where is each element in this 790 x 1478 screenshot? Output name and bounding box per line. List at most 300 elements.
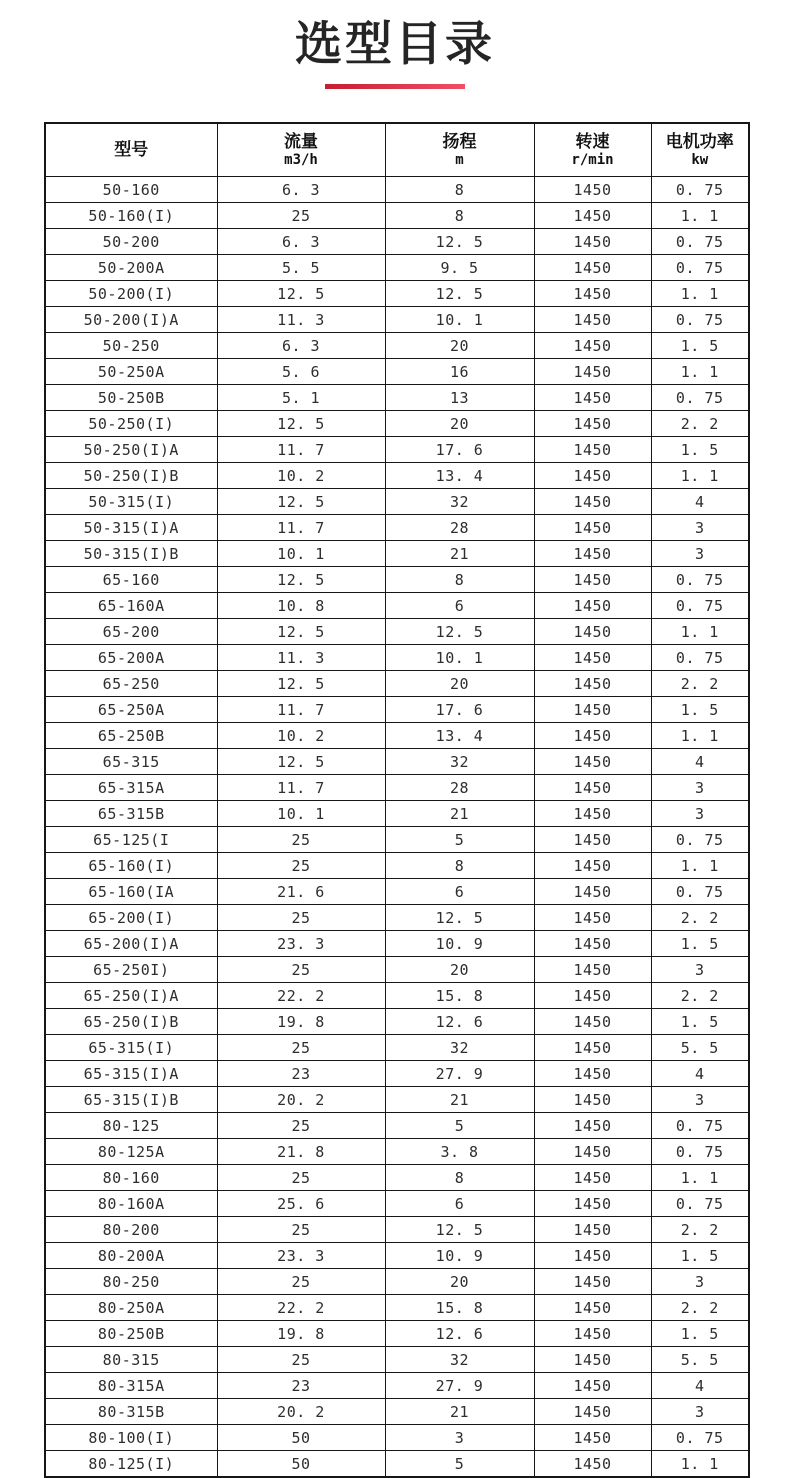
cell-flow: 25 [217,1165,385,1191]
cell-power: 1. 5 [651,1321,749,1347]
cell-flow: 19. 8 [217,1009,385,1035]
cell-power: 1. 1 [651,723,749,749]
cell-model: 50-200(I)A [45,307,217,333]
cell-speed: 1450 [534,931,651,957]
cell-power: 2. 2 [651,905,749,931]
cell-flow: 10. 8 [217,593,385,619]
cell-power: 4 [651,489,749,515]
cell-power: 2. 2 [651,411,749,437]
table-row [45,931,749,957]
cell-model: 65-160 [45,567,217,593]
table-row [45,619,749,645]
cell-head: 9. 5 [385,255,534,281]
cell-model: 50-250 [45,333,217,359]
cell-model: 80-125(I) [45,1451,217,1478]
cell-speed: 1450 [534,801,651,827]
cell-flow: 6. 3 [217,229,385,255]
cell-speed: 1450 [534,1061,651,1087]
cell-power: 3 [651,541,749,567]
cell-power: 5. 5 [651,1035,749,1061]
table-row [45,541,749,567]
cell-flow: 23 [217,1061,385,1087]
cell-head: 12. 5 [385,905,534,931]
cell-head: 3. 8 [385,1139,534,1165]
cell-power: 0. 75 [651,1139,749,1165]
table-row [45,1269,749,1295]
cell-speed: 1450 [534,567,651,593]
table-row [45,1295,749,1321]
cell-power: 1. 1 [651,281,749,307]
cell-flow: 25 [217,853,385,879]
cell-power: 0. 75 [651,1425,749,1451]
cell-power: 0. 75 [651,567,749,593]
table-row [45,1425,749,1451]
cell-model: 65-200 [45,619,217,645]
cell-model: 65-315 [45,749,217,775]
cell-power: 3 [651,515,749,541]
cell-model: 65-315(I) [45,1035,217,1061]
cell-model: 50-200 [45,229,217,255]
cell-flow: 11. 3 [217,645,385,671]
table-row [45,489,749,515]
cell-power: 2. 2 [651,983,749,1009]
cell-speed: 1450 [534,1425,651,1451]
header-head-label: 扬程 [442,131,477,151]
header-speed-label: 转速 [575,131,610,151]
cell-flow: 25 [217,957,385,983]
cell-flow: 25 [217,1269,385,1295]
table-row [45,1139,749,1165]
cell-flow: 19. 8 [217,1321,385,1347]
cell-speed: 1450 [534,307,651,333]
cell-model: 50-315(I)B [45,541,217,567]
cell-power: 4 [651,749,749,775]
cell-power: 1. 5 [651,1009,749,1035]
cell-head: 27. 9 [385,1061,534,1087]
cell-flow: 22. 2 [217,1295,385,1321]
cell-power: 5. 5 [651,1347,749,1373]
table-row [45,1373,749,1399]
table-row [45,645,749,671]
cell-speed: 1450 [534,723,651,749]
cell-head: 15. 8 [385,983,534,1009]
cell-model: 50-160 [45,177,217,203]
cell-model: 65-160(I) [45,853,217,879]
cell-head: 6 [385,593,534,619]
cell-speed: 1450 [534,1373,651,1399]
cell-head: 5 [385,1451,534,1478]
cell-flow: 5. 5 [217,255,385,281]
cell-head: 16 [385,359,534,385]
cell-head: 8 [385,177,534,203]
cell-flow: 23 [217,1373,385,1399]
table-row [45,177,749,203]
cell-speed: 1450 [534,983,651,1009]
table-row [45,229,749,255]
cell-flow: 12. 5 [217,411,385,437]
cell-power: 0. 75 [651,1113,749,1139]
cell-head: 13. 4 [385,723,534,749]
cell-model: 80-315B [45,1399,217,1425]
title-section [0,0,790,89]
cell-speed: 1450 [534,1269,651,1295]
table-row [45,1035,749,1061]
cell-flow: 50 [217,1451,385,1478]
cell-model: 65-160A [45,593,217,619]
cell-head: 12. 5 [385,1217,534,1243]
cell-speed: 1450 [534,1295,651,1321]
table-row [45,385,749,411]
cell-speed: 1450 [534,957,651,983]
cell-power: 0. 75 [651,645,749,671]
cell-power: 3 [651,1399,749,1425]
cell-model: 65-200A [45,645,217,671]
cell-model: 80-250 [45,1269,217,1295]
cell-power: 2. 2 [651,1217,749,1243]
selection-catalog-table [44,122,750,1478]
cell-model: 65-315(I)B [45,1087,217,1113]
cell-speed: 1450 [534,463,651,489]
cell-model: 65-250 [45,671,217,697]
cell-flow: 25 [217,905,385,931]
cell-model: 80-315A [45,1373,217,1399]
cell-head: 6 [385,879,534,905]
cell-head: 8 [385,203,534,229]
cell-flow: 12. 5 [217,567,385,593]
cell-flow: 23. 3 [217,931,385,957]
cell-speed: 1450 [534,229,651,255]
cell-model: 65-250(I)B [45,1009,217,1035]
cell-head: 17. 6 [385,437,534,463]
table-row [45,1321,749,1347]
cell-model: 65-315B [45,801,217,827]
cell-speed: 1450 [534,333,651,359]
cell-speed: 1450 [534,1113,651,1139]
table-row [45,593,749,619]
cell-speed: 1450 [534,411,651,437]
cell-flow: 21. 6 [217,879,385,905]
table-body [45,177,749,1478]
cell-flow: 25. 6 [217,1191,385,1217]
cell-head: 15. 8 [385,1295,534,1321]
cell-power: 4 [651,1061,749,1087]
cell-model: 80-125A [45,1139,217,1165]
cell-speed: 1450 [534,1191,651,1217]
cell-head: 20 [385,1269,534,1295]
table-row [45,1217,749,1243]
cell-speed: 1450 [534,775,651,801]
table-row [45,957,749,983]
cell-speed: 1450 [534,1347,651,1373]
cell-head: 13. 4 [385,463,534,489]
cell-head: 8 [385,1165,534,1191]
cell-speed: 1450 [534,1217,651,1243]
cell-power: 1. 1 [651,853,749,879]
cell-head: 5 [385,827,534,853]
cell-flow: 25 [217,1217,385,1243]
table-row [45,515,749,541]
cell-speed: 1450 [534,1399,651,1425]
cell-speed: 1450 [534,697,651,723]
cell-power: 3 [651,775,749,801]
cell-power: 1. 5 [651,697,749,723]
cell-model: 50-250(I)A [45,437,217,463]
cell-power: 1. 1 [651,203,749,229]
cell-power: 0. 75 [651,229,749,255]
cell-power: 3 [651,1087,749,1113]
cell-model: 80-250B [45,1321,217,1347]
cell-flow: 20. 2 [217,1399,385,1425]
table-row [45,801,749,827]
cell-head: 17. 6 [385,697,534,723]
cell-power: 1. 1 [651,463,749,489]
cell-power: 0. 75 [651,827,749,853]
cell-flow: 5. 6 [217,359,385,385]
cell-model: 65-315A [45,775,217,801]
table-row [45,1087,749,1113]
table-row [45,749,749,775]
cell-speed: 1450 [534,1009,651,1035]
table-row [45,723,749,749]
cell-head: 10. 1 [385,307,534,333]
cell-head: 8 [385,853,534,879]
cell-speed: 1450 [534,671,651,697]
table-row [45,1113,749,1139]
cell-head: 8 [385,567,534,593]
cell-speed: 1450 [534,281,651,307]
cell-flow: 25 [217,827,385,853]
table-row [45,1009,749,1035]
cell-flow: 25 [217,1347,385,1373]
table-row [45,879,749,905]
cell-power: 1. 1 [651,1451,749,1478]
cell-model: 50-315(I) [45,489,217,515]
cell-head: 32 [385,489,534,515]
cell-power: 0. 75 [651,385,749,411]
table-row [45,1451,749,1478]
cell-model: 65-250(I)A [45,983,217,1009]
cell-flow: 6. 3 [217,177,385,203]
cell-speed: 1450 [534,359,651,385]
table-row [45,567,749,593]
cell-model: 50-250(I) [45,411,217,437]
cell-flow: 25 [217,1113,385,1139]
cell-flow: 21. 8 [217,1139,385,1165]
cell-power: 0. 75 [651,593,749,619]
cell-flow: 22. 2 [217,983,385,1009]
cell-model: 80-250A [45,1295,217,1321]
cell-power: 0. 75 [651,879,749,905]
cell-head: 20 [385,411,534,437]
cell-model: 80-315 [45,1347,217,1373]
cell-head: 13 [385,385,534,411]
table-row [45,463,749,489]
cell-model: 65-200(I)A [45,931,217,957]
cell-speed: 1450 [534,255,651,281]
cell-speed: 1450 [534,515,651,541]
cell-power: 0. 75 [651,1191,749,1217]
cell-speed: 1450 [534,437,651,463]
cell-flow: 6. 3 [217,333,385,359]
cell-head: 32 [385,749,534,775]
cell-head: 3 [385,1425,534,1451]
table-row [45,697,749,723]
cell-power: 4 [651,1373,749,1399]
cell-power: 0. 75 [651,177,749,203]
cell-flow: 10. 1 [217,541,385,567]
cell-head: 12. 5 [385,281,534,307]
cell-flow: 5. 1 [217,385,385,411]
cell-head: 12. 6 [385,1009,534,1035]
cell-power: 1. 1 [651,1165,749,1191]
table-row [45,1347,749,1373]
cell-speed: 1450 [534,541,651,567]
table-header-row [45,123,749,177]
cell-flow: 50 [217,1425,385,1451]
cell-power: 1. 1 [651,359,749,385]
header-model [45,123,217,177]
cell-power: 0. 75 [651,255,749,281]
cell-head: 28 [385,775,534,801]
cell-model: 80-125 [45,1113,217,1139]
cell-flow: 12. 5 [217,749,385,775]
cell-power: 2. 2 [651,1295,749,1321]
cell-model: 65-125(I [45,827,217,853]
table-row [45,203,749,229]
cell-head: 6 [385,1191,534,1217]
cell-flow: 10. 1 [217,801,385,827]
cell-head: 20 [385,333,534,359]
cell-flow: 12. 5 [217,619,385,645]
cell-speed: 1450 [534,1139,651,1165]
cell-power: 3 [651,801,749,827]
cell-flow: 25 [217,203,385,229]
cell-power: 1. 5 [651,333,749,359]
cell-flow: 20. 2 [217,1087,385,1113]
cell-power: 1. 1 [651,619,749,645]
cell-model: 50-160(I) [45,203,217,229]
cell-power: 0. 75 [651,307,749,333]
cell-model: 50-200(I) [45,281,217,307]
cell-model: 50-250A [45,359,217,385]
cell-model: 80-100(I) [45,1425,217,1451]
cell-flow: 10. 2 [217,723,385,749]
cell-model: 80-160A [45,1191,217,1217]
cell-speed: 1450 [534,853,651,879]
table-row [45,1191,749,1217]
cell-speed: 1450 [534,1243,651,1269]
cell-head: 28 [385,515,534,541]
cell-head: 20 [385,957,534,983]
cell-speed: 1450 [534,879,651,905]
cell-head: 12. 5 [385,619,534,645]
cell-power: 3 [651,957,749,983]
cell-head: 20 [385,671,534,697]
cell-head: 27. 9 [385,1373,534,1399]
cell-speed: 1450 [534,203,651,229]
cell-model: 65-315(I)A [45,1061,217,1087]
cell-model: 50-250B [45,385,217,411]
cell-speed: 1450 [534,1165,651,1191]
cell-speed: 1450 [534,1321,651,1347]
cell-flow: 11. 7 [217,515,385,541]
table-row [45,905,749,931]
table-row [45,307,749,333]
cell-head: 12. 5 [385,229,534,255]
cell-speed: 1450 [534,619,651,645]
header-power-label: 电机功率 [665,131,734,151]
cell-speed: 1450 [534,593,651,619]
table-row [45,1243,749,1269]
cell-flow: 12. 5 [217,281,385,307]
cell-flow: 11. 7 [217,437,385,463]
cell-speed: 1450 [534,645,651,671]
cell-power: 1. 5 [651,437,749,463]
header-flow-label: 流量 [284,131,318,151]
title-underline [325,84,465,89]
cell-model: 50-200A [45,255,217,281]
cell-flow: 25 [217,1035,385,1061]
cell-model: 65-200(I) [45,905,217,931]
cell-power: 1. 5 [651,931,749,957]
cell-speed: 1450 [534,749,651,775]
page-title: 选型目录 [295,17,495,70]
cell-head: 10. 9 [385,931,534,957]
table-row [45,333,749,359]
header-model-label: 型号 [114,140,149,160]
header-flow [217,123,385,177]
header-flow-unit: m3/h [284,151,318,168]
table-row [45,1399,749,1425]
header-speed-unit: r/min [571,151,614,168]
cell-model: 80-160 [45,1165,217,1191]
cell-head: 10. 1 [385,645,534,671]
cell-head: 10. 9 [385,1243,534,1269]
cell-flow: 11. 7 [217,775,385,801]
cell-model: 80-200A [45,1243,217,1269]
table-row [45,671,749,697]
header-power [651,123,749,177]
cell-head: 21 [385,1399,534,1425]
cell-speed: 1450 [534,489,651,515]
table-row [45,359,749,385]
table-row [45,411,749,437]
cell-model: 65-250B [45,723,217,749]
cell-flow: 11. 3 [217,307,385,333]
cell-flow: 12. 5 [217,489,385,515]
cell-flow: 10. 2 [217,463,385,489]
cell-flow: 12. 5 [217,671,385,697]
cell-head: 32 [385,1035,534,1061]
cell-head: 12. 6 [385,1321,534,1347]
cell-speed: 1450 [534,1451,651,1478]
cell-speed: 1450 [534,905,651,931]
cell-head: 21 [385,801,534,827]
cell-power: 3 [651,1269,749,1295]
cell-head: 21 [385,541,534,567]
header-speed [534,123,651,177]
cell-speed: 1450 [534,1035,651,1061]
table-row [45,437,749,463]
cell-power: 1. 5 [651,1243,749,1269]
cell-flow: 23. 3 [217,1243,385,1269]
cell-model: 65-160(IA [45,879,217,905]
cell-speed: 1450 [534,827,651,853]
table-row [45,983,749,1009]
table-row [45,827,749,853]
table-row [45,1061,749,1087]
table-row [45,853,749,879]
